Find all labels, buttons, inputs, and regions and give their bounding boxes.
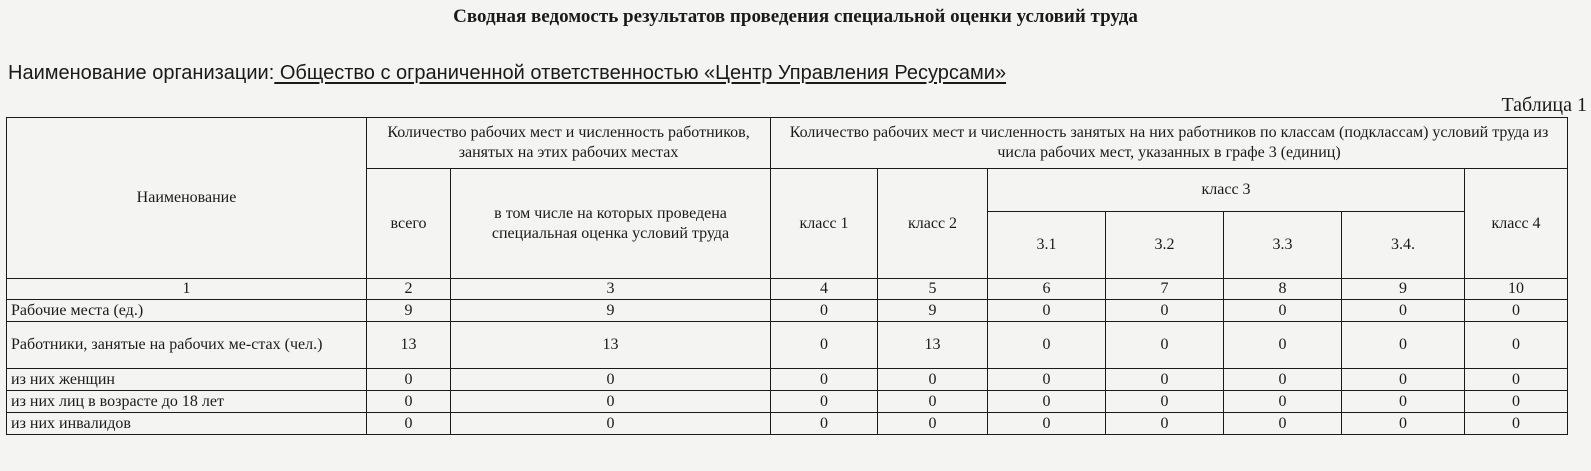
column-number: 9 [1342,279,1465,300]
header-subclass-3-2: 3.2 [1106,212,1224,279]
table-cell: 0 [988,322,1106,369]
table-cell: 0 [1342,413,1465,435]
row-label: Работники, занятые на рабочих ме-стах (чел.) [7,322,367,369]
table-cell: 0 [1465,391,1568,413]
table-cell: 0 [1465,300,1568,322]
header-subclass-3-3: 3.3 [1224,212,1342,279]
table-cell: 0 [1106,369,1224,391]
results-table [6,117,1568,435]
table-cell: 0 [1106,413,1224,435]
row-label: из них инвалидов [7,413,367,435]
header-name: Наименование [7,118,367,279]
table-cell: 0 [451,391,771,413]
header-group-classes: Количество рабочих мест и численность занятых на них работников по классам (подклассам) условий труда из числа рабочих мест, указанных в графе 3 (единиц) [771,118,1568,169]
organization-line [8,62,1006,85]
column-number: 7 [1106,279,1224,300]
table-cell: 0 [1224,391,1342,413]
header-class-2: класс 2 [878,169,988,279]
table-cell: 0 [878,413,988,435]
document-title: Сводная ведомость результатов проведения специальной оценки условий труда [453,6,1138,27]
column-number-row [7,279,1568,300]
table-row [7,322,1568,369]
table-cell: 9 [367,300,451,322]
table-cell: 0 [1342,300,1465,322]
header-group-count: Количество рабочих мест и численность работников, занятых на этих рабочих местах [367,118,771,169]
table-cell: 0 [988,413,1106,435]
row-label: из них лиц в возрасте до 18 лет [7,391,367,413]
table-cell: 0 [367,391,451,413]
table-cell: 13 [367,322,451,369]
table-cell: 0 [367,369,451,391]
header-class-3: класс 3 [988,169,1465,212]
table-number: Таблица 1 [1501,94,1587,116]
table-cell: 0 [1342,391,1465,413]
column-number: 6 [988,279,1106,300]
table-cell: 9 [878,300,988,322]
table-cell: 0 [1465,322,1568,369]
row-label: из них женщин [7,369,367,391]
header-total: всего [367,169,451,279]
row-label: Рабочие места (ед.) [7,300,367,322]
organization-name: Общество с ограниченной ответственностью «Центр Управления Ресурсами» [274,62,1007,84]
table-cell: 0 [1224,413,1342,435]
table-cell: 9 [451,300,771,322]
table-cell: 0 [988,391,1106,413]
table-cell: 0 [1342,322,1465,369]
header-class-4: класс 4 [1465,169,1568,279]
header-subclass-3-4: 3.4. [1342,212,1465,279]
table-cell: 0 [1106,300,1224,322]
table-cell: 0 [771,369,878,391]
column-number: 1 [7,279,367,300]
table-row [7,369,1568,391]
column-number: 3 [451,279,771,300]
table-cell: 0 [1106,322,1224,369]
table-row [7,300,1568,322]
table-cell: 0 [771,391,878,413]
table-cell: 0 [988,300,1106,322]
table-cell: 0 [1465,413,1568,435]
table-cell: 0 [1224,369,1342,391]
table-cell: 0 [771,413,878,435]
table-cell: 0 [1342,369,1465,391]
header-sout: в том числе на которых проведена специальная оценка условий труда [451,169,771,279]
table-cell: 0 [771,322,878,369]
table-row [7,413,1568,435]
table-cell: 13 [878,322,988,369]
table-cell: 0 [367,413,451,435]
table-cell: 0 [878,369,988,391]
table-cell: 0 [451,413,771,435]
column-number: 10 [1465,279,1568,300]
column-number: 5 [878,279,988,300]
table-cell: 0 [771,300,878,322]
column-number: 2 [367,279,451,300]
table-row [7,391,1568,413]
table-cell: 0 [1224,300,1342,322]
table-cell: 0 [1465,369,1568,391]
organization-label: Наименование организации: [8,62,275,84]
column-number: 4 [771,279,878,300]
column-number: 8 [1224,279,1342,300]
header-subclass-3-1: 3.1 [988,212,1106,279]
header-class-1: класс 1 [771,169,878,279]
table-cell: 0 [1106,391,1224,413]
table-cell: 0 [878,391,988,413]
table-cell: 0 [988,369,1106,391]
table-cell: 0 [451,369,771,391]
table-cell: 13 [451,322,771,369]
table-cell: 0 [1224,322,1342,369]
